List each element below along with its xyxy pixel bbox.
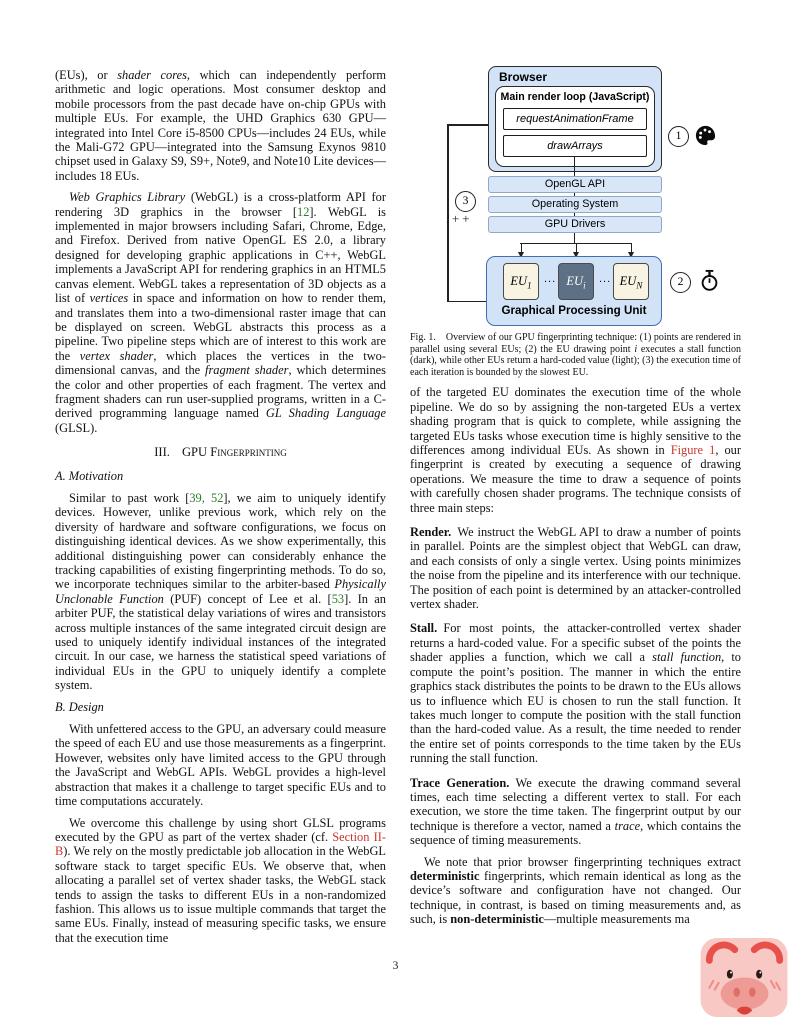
text-segment: deterministic — [410, 868, 480, 883]
text-segment: fragment shader — [205, 363, 289, 378]
text-segment: , our fingerprint is created by executing a sequence of drawing operations. We measure the time to draw a sequence of points with carefully chosen shader programs. The technique consists of three main steps: — [410, 443, 741, 515]
gpu-label: Graphical Processing Unit — [501, 304, 647, 317]
citation-link[interactable]: 12 — [297, 204, 310, 219]
subsection-heading-motivation: A. Motivation — [55, 468, 124, 483]
text-segment: non-deterministic — [450, 912, 544, 927]
layer-gpu-drivers: GPU Drivers — [488, 216, 662, 233]
text-segment: ). We rely on the mostly predictable job allocation in the WebGL software stack to target specific EUs. We observe that, when allocating a parallel set of vertex shader tasks, the WebGL stack tends to assign the tasks to different EUs in a non-randomized fashion. This allows us to issue multiple commands that target the same EUs. Finally, instead of measuring specific tasks, we ensure that the execution time — [55, 844, 386, 945]
stopwatch-icon — [698, 269, 721, 292]
eu-unit-n: $EU_N$ — [613, 263, 649, 300]
loop-increment-label: i++ — [446, 211, 472, 226]
section-title: GPU Fingerprinting — [181, 445, 287, 460]
pig-sticker-icon — [699, 937, 790, 1019]
paragraph — [55, 68, 386, 183]
text-segment: For most points, the attacker-controlled vertex shader returns a hard-coded value. For a specific subset of the points the shader applies a function, which we call a — [410, 621, 741, 665]
paragraph — [55, 722, 386, 808]
right-column — [410, 66, 741, 934]
subsection-heading-design: B. Design — [55, 699, 104, 714]
text-segment: Fig. 1. Overview of our GPU fingerprinting technique: (1) points are rendered in parallel using several EUs; (2) the EU drawing point — [410, 332, 741, 355]
text-segment: Stall. — [410, 621, 438, 636]
eu-unit-1: $EU_1$ — [503, 263, 539, 300]
palette-icon — [694, 124, 717, 147]
text-segment: Physically Unclonable Function — [55, 577, 386, 606]
text-segment: (EUs), or — [55, 68, 118, 82]
text-segment: (WebGL) is a cross-platform API for rendering 3D graphics in the browser [ — [55, 190, 386, 219]
internal-ref-link[interactable]: Section II-B — [55, 829, 386, 859]
text-segment: fingerprints, which remain identical as long as the device’s software and configuration have not changed. Our technique, in contrast, is based on timing measurements and, as such, is — [410, 868, 741, 927]
text-segment: We execute the drawing command several times, each time selecting a different vertex to stall. For each execution, we store the time taken. The fingerprint output by our technique is therefore a vector, named a — [410, 775, 741, 833]
text-segment: , to compute the point’s position. The manner in which the entire graphics stack distributes the points to be drawn to the EUs allows us to influence which EU is chosen to run the stall function. It takes much longer to compute the position with the stall function than the hard-coded value. As a result, the time needed to render the entire set of points corresponds to the time taken by the EUs running the stall function. — [410, 650, 741, 766]
text-segment: of the targeted EU dominates the execution time of the whole pipeline. We do so by assigning the non-targeted EUs a vertex shading program that is quick to complete, while assigning the targeted EUs tasks whose execution time is highly sensitive to the differences among individual EUs. As shown in — [410, 385, 741, 457]
text-segment: Render. — [410, 525, 452, 540]
render-loop-label: Main render loop (JavaScript) — [500, 91, 650, 103]
paragraph — [410, 385, 741, 515]
paragraph — [55, 190, 386, 435]
text-segment: —multiple measurements ma — [543, 912, 690, 927]
loop-line-bottom — [447, 301, 486, 303]
text-segment: (PUF) concept of Lee et al. [ — [163, 591, 332, 606]
ellipsis: ... — [544, 273, 557, 285]
text-segment: ]. In an arbiter PUF, the statistical delay variations of wires and transistors across multiple instances of the same integrated circuit design are used to uniquely identify individual instances of the integrated circuit. In our case, we harness the statistical speed variations of individual EUs in the GPU to uniquely identify a complete system. — [55, 591, 386, 693]
paragraph — [55, 491, 386, 693]
text-segment: GL Shading Language — [265, 406, 386, 421]
text-segment: , which places the vertices in the two-dimensional canvas, and the — [55, 348, 386, 378]
text-segment: , which can independently perform arithmetic and logic operations. Most consumer desktop and mobile processors from the past decade have on-chip GPUs with multiple EUs. For example, the UHD Graphics 630 GPU—integrated into Intel Core i5-8500 CPUs—includes 24 EUs, while the Mali-G72 GPU—integrated into the Samsung Exynos 9810 chipset used in Galaxy S9, S9+, Note9, and Note10 Lite devices—includes 18 EUs. — [55, 68, 386, 183]
text-segment: stall function — [652, 650, 722, 665]
text-segment: With unfettered access to the GPU, an adversary could measure the speed of each EU and use those measurements as a fingerprint. However, websites only have limited access to the GPU through the JavaScript and WebGL APIs. WebGL provides a high-level abstraction that makes it a challenge to target specific EUs and to time computations accurately. — [55, 722, 386, 809]
layer-opengl-api: OpenGL API — [488, 176, 662, 193]
text-segment: We note that prior browser fingerprinting techniques extract — [424, 854, 741, 869]
page-number: 3 — [392, 960, 399, 972]
layer-operating-system: Operating System — [488, 196, 662, 213]
figure-1-caption — [410, 332, 741, 378]
text-segment: Similar to past work [ — [69, 490, 190, 505]
text-segment: shader cores — [117, 68, 187, 82]
citation-link[interactable]: 39, 52 — [189, 490, 224, 505]
requestanimationframe-box: requestAnimationFrame — [503, 108, 647, 130]
section-heading — [55, 445, 386, 459]
paragraph — [410, 855, 741, 927]
paragraph — [55, 816, 386, 946]
text-segment: , which determines the color and other properties of each fragment. The vertex and fragment shaders can run user-supplied programs, written in a C-derived programming language named — [55, 363, 386, 421]
text-segment: vertex shader — [79, 348, 154, 363]
section-number: III. — [154, 445, 170, 460]
text-segment: i — [634, 343, 638, 355]
text-segment: Web Graphics Library — [69, 190, 186, 205]
browser-label: Browser — [499, 70, 548, 84]
step-3-badge: 3 — [455, 191, 476, 212]
paragraph-stall — [410, 621, 741, 765]
figure-1-diagram — [410, 66, 741, 332]
ellipsis: ... — [599, 273, 612, 285]
text-segment: , which contains the sequence of timing measurements. — [410, 818, 741, 848]
text-segment: vertices — [89, 291, 129, 306]
connector-line — [574, 157, 575, 176]
text-segment: trace — [614, 818, 641, 833]
internal-ref-link[interactable]: Figure 1 — [670, 443, 716, 457]
left-column — [55, 68, 386, 952]
drawarrays-box: drawArrays — [503, 135, 647, 157]
paragraph-trace — [410, 776, 741, 848]
step-2-badge: 2 — [670, 272, 691, 293]
step-1-badge: 1 — [668, 126, 689, 147]
text-segment: Trace Generation. — [410, 775, 510, 790]
text-segment: executes a stall function (dark), while other EUs return a hard-coded value (light); (3) the execution time of each iteration is bounded by the slowest EU. — [410, 343, 741, 378]
text-segment: ], we aim to uniquely identify devices. However, unlike previous work, which rely on the diversity of hardware and software configurations, we focus on distinguishing identical devices. As we show experimentally, this additional distinguishing power can considerably enhance the tracking capabilities of existing fingerprinting methods. To do so, we incorporate techniques similar to the arbiter-based — [55, 490, 387, 592]
text-segment: (GLSL). — [55, 420, 98, 435]
connector-line — [574, 233, 575, 243]
citation-link[interactable]: 53 — [331, 591, 345, 606]
eu-unit-i: $EU_i$ — [558, 263, 594, 300]
paragraph-render — [410, 525, 741, 611]
text-segment: We instruct the WebGL API to draw a number of points in parallel. Points are the simplest object that WebGL can draw, and each consists of only a single vertex. Using points minimizes the noise from the pipeline and its interference with our technique. The position of each point is determined by an attacker-controlled vertex shader. — [410, 525, 741, 612]
text-segment: ]. WebGL is implemented in major browsers including Safari, Chrome, Edge, and Firefox. Derived from native OpenGL ES 2.0, a library designed for developing graphic applications in C++, WebGL implements a JavaScript API for rendering graphics in an HTML5 canvas element. WebGL takes a representation of 3D objects as a list of — [55, 204, 386, 306]
text-segment: in space and information on how to render them, and translates them into a two-dimensional raster image that can be displayed on screen. WebGL abstracts this process as a pipeline. Two pipeline steps which are of interest to this work are the — [55, 291, 386, 363]
text-segment: We overcome this challenge by using short GLSL programs executed by the GPU as part of the vertex shader (cf. — [55, 815, 386, 844]
